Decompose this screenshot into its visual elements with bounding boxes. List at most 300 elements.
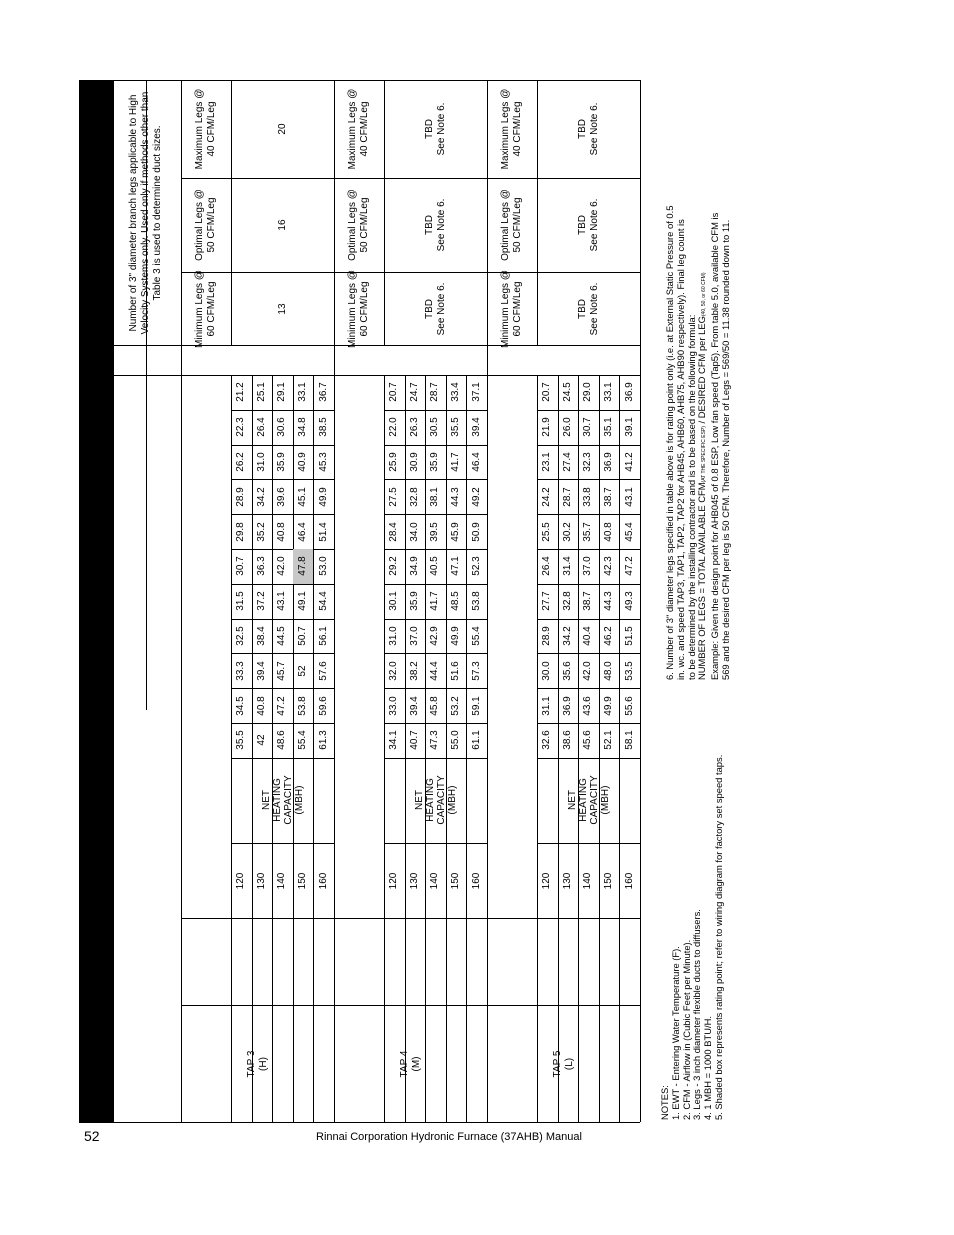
value-cell-line: 32.3 bbox=[582, 452, 594, 472]
value-cell bbox=[578, 445, 599, 480]
value-cell bbox=[405, 445, 426, 480]
value-cell-line: 39.1 bbox=[623, 417, 635, 437]
ewt-value-text bbox=[471, 872, 483, 889]
value-cell-text bbox=[603, 731, 615, 750]
grid-line-h bbox=[487, 918, 641, 919]
value-cell-line: 32.5 bbox=[235, 626, 247, 646]
value-cell bbox=[313, 723, 334, 758]
value-cell bbox=[446, 619, 467, 654]
value-cell-text bbox=[541, 487, 553, 506]
value-cell bbox=[252, 445, 273, 480]
leg-count-max-text bbox=[577, 103, 601, 156]
value-cell bbox=[619, 479, 640, 514]
value-cell bbox=[384, 549, 405, 584]
grid-line-h bbox=[79, 1122, 640, 1123]
value-cell-line: 30.6 bbox=[276, 417, 288, 437]
value-cell-text bbox=[235, 417, 247, 436]
value-cell-text bbox=[562, 591, 574, 610]
value-cell-text bbox=[297, 591, 309, 610]
leg-header-opt-line: 50 CFM/Leg bbox=[359, 197, 370, 253]
leg-count-max-line: TBD bbox=[577, 119, 588, 139]
value-cell-line: 27.5 bbox=[388, 487, 400, 507]
leg-count-max-line: See Note 6. bbox=[589, 102, 600, 156]
value-cell-line: 34.0 bbox=[408, 521, 420, 542]
value-cell bbox=[578, 410, 599, 445]
value-cell bbox=[384, 584, 405, 619]
value-cell-text bbox=[541, 626, 553, 645]
value-cell bbox=[578, 619, 599, 654]
value-cell bbox=[405, 514, 426, 549]
value-cell-line: 45.8 bbox=[429, 695, 441, 716]
value-cell-line: 34.9 bbox=[408, 556, 420, 577]
value-cell bbox=[231, 723, 252, 758]
value-cell-line: 35.6 bbox=[561, 661, 573, 681]
value-cell-text bbox=[409, 417, 421, 436]
value-cell-line: 32.8 bbox=[408, 487, 420, 507]
leg-count-max bbox=[384, 80, 487, 178]
value-cell-line: 37.0 bbox=[582, 556, 594, 577]
ewt-value-text bbox=[388, 872, 400, 889]
value-cell-text bbox=[562, 383, 574, 402]
leg-header-max bbox=[181, 80, 231, 178]
leg-header-opt bbox=[334, 178, 384, 272]
grid-line-v bbox=[231, 843, 232, 918]
value-cell bbox=[293, 688, 314, 723]
value-cell-line: 38.2 bbox=[408, 661, 420, 681]
value-cell-text bbox=[297, 487, 309, 506]
value-cell-line: 23.1 bbox=[541, 452, 553, 472]
value-cell-line: 28.7 bbox=[561, 487, 573, 507]
value-cell-line: 26.0 bbox=[561, 417, 573, 437]
value-cell-line: 40.8 bbox=[255, 695, 267, 716]
value-cell bbox=[466, 549, 487, 584]
value-cell bbox=[466, 375, 487, 410]
value-cell bbox=[384, 723, 405, 758]
value-cell-text bbox=[624, 522, 636, 541]
value-cell-line: 47.1 bbox=[450, 556, 462, 577]
ewt-value-line: 160 bbox=[317, 872, 329, 889]
leg-count-min-line: See Note 6. bbox=[589, 282, 600, 335]
value-cell-text bbox=[471, 696, 483, 715]
value-cell-line: 45.7 bbox=[276, 661, 288, 681]
note6-block bbox=[665, 110, 745, 680]
value-cell-text bbox=[471, 452, 483, 471]
grid-line-h bbox=[231, 758, 334, 759]
value-cell-line: 39.4 bbox=[408, 695, 420, 716]
capacity-label-text bbox=[414, 775, 458, 824]
value-cell-text bbox=[603, 591, 615, 610]
value-cell bbox=[384, 479, 405, 514]
value-cell-line: 25.5 bbox=[541, 521, 553, 542]
value-cell bbox=[619, 445, 640, 480]
value-cell bbox=[272, 479, 293, 514]
leg-header-opt-line: 50 CFM/Leg bbox=[512, 197, 523, 253]
value-cell-text bbox=[582, 452, 594, 471]
value-cell-text bbox=[409, 487, 421, 506]
value-cell bbox=[537, 723, 558, 758]
leg-count-opt-line: TBD bbox=[423, 215, 435, 235]
leg-header-opt-line: Optimal Legs @ bbox=[194, 189, 205, 261]
leg-count-opt-line: TBD bbox=[577, 215, 588, 235]
value-cell-text bbox=[603, 383, 615, 402]
value-cell-text bbox=[318, 591, 330, 610]
leg-header-max-text bbox=[347, 89, 371, 170]
value-cell-line: 39.4 bbox=[470, 417, 482, 437]
leg-header-min-line: 60 CFM/Leg bbox=[359, 280, 370, 337]
value-cell-text bbox=[603, 661, 615, 680]
value-cell-line: 26.4 bbox=[255, 417, 267, 437]
value-cell bbox=[599, 584, 620, 619]
value-cell-text bbox=[318, 417, 330, 436]
value-cell-line: 40.9 bbox=[297, 452, 309, 472]
value-cell-line: 20.7 bbox=[541, 382, 553, 403]
ewt-value-line: 140 bbox=[429, 872, 441, 889]
note6-text bbox=[665, 206, 732, 680]
value-cell bbox=[272, 723, 293, 758]
leg-header-opt-line: Optimal Legs @ bbox=[500, 189, 511, 261]
ewt-value-text bbox=[429, 872, 441, 889]
grid-line-v bbox=[640, 843, 641, 918]
value-cell-line: 48.5 bbox=[450, 591, 462, 611]
value-cell bbox=[293, 619, 314, 654]
value-cell bbox=[293, 653, 314, 688]
value-cell-text bbox=[429, 626, 441, 645]
value-cell-text bbox=[450, 591, 462, 610]
value-cell-text bbox=[562, 522, 574, 541]
note6-line: 6. Number of 3" diameter legs specified in table above is for rating point only (i.e. at External Static Pressure of 0.5 bbox=[664, 205, 675, 680]
header-note-line: Velocity Systems only. Used only if methods other than bbox=[140, 91, 151, 335]
value-cell-line: 44.3 bbox=[450, 487, 462, 507]
value-cell-line: 45.6 bbox=[582, 730, 594, 751]
value-cell bbox=[599, 479, 620, 514]
value-cell-text bbox=[582, 522, 594, 541]
value-cell-line: 40.8 bbox=[603, 521, 615, 542]
ewt-value-text bbox=[276, 872, 288, 889]
grid-line-v bbox=[384, 843, 385, 918]
value-cell bbox=[231, 688, 252, 723]
notes-text bbox=[660, 755, 725, 1120]
value-cell-text bbox=[297, 522, 309, 541]
value-cell-line: 26.2 bbox=[235, 452, 247, 472]
value-cell-text bbox=[582, 591, 594, 610]
note6-formula-sub2: (40, 50, or 60 CFM) bbox=[701, 272, 708, 317]
value-cell-line: 42.9 bbox=[429, 626, 441, 646]
grid-line-v bbox=[578, 843, 579, 918]
value-cell-text bbox=[297, 417, 309, 436]
leg-count-min bbox=[537, 272, 641, 345]
value-cell bbox=[384, 619, 405, 654]
value-cell bbox=[405, 688, 426, 723]
value-cell-text bbox=[429, 696, 441, 715]
grid-line-v bbox=[558, 843, 559, 918]
value-cell bbox=[619, 723, 640, 758]
value-cell-text bbox=[429, 661, 441, 680]
value-cell-text bbox=[429, 591, 441, 610]
value-cell bbox=[293, 723, 314, 758]
value-cell-line: 36.9 bbox=[603, 452, 615, 472]
value-cell-text bbox=[235, 591, 247, 610]
value-cell-text bbox=[541, 661, 553, 680]
value-cell-line: 46.4 bbox=[297, 521, 309, 542]
grid-line-v bbox=[272, 843, 273, 918]
tap-name bbox=[181, 1005, 334, 1122]
value-cell-text bbox=[582, 626, 594, 645]
value-cell-line: 55.0 bbox=[450, 730, 462, 751]
leg-count-max bbox=[231, 80, 334, 178]
capacity-label-line: HEATING bbox=[424, 778, 436, 822]
notes-title: NOTES: bbox=[659, 1085, 670, 1120]
value-cell-line: 24.2 bbox=[541, 487, 553, 507]
value-cell bbox=[619, 549, 640, 584]
value-cell bbox=[293, 375, 314, 410]
value-cell-line: 36.7 bbox=[317, 382, 329, 403]
value-cell-line: 55.6 bbox=[623, 695, 635, 716]
ewt-value-line: 140 bbox=[582, 872, 594, 889]
value-cell bbox=[619, 514, 640, 549]
ewt-value-line: 150 bbox=[603, 872, 615, 889]
value-cell-text bbox=[318, 731, 330, 750]
value-cell-text bbox=[235, 661, 247, 680]
leg-count-max-text bbox=[424, 103, 448, 156]
notes-block bbox=[660, 640, 760, 1120]
value-cell-text bbox=[603, 452, 615, 471]
note6-line: to be determined by the installing contractor and is to be based on the following formula: bbox=[685, 314, 697, 680]
value-cell-text bbox=[450, 383, 462, 402]
value-cell-line: 24.5 bbox=[561, 382, 573, 403]
value-cell-text bbox=[429, 487, 441, 506]
value-cell bbox=[384, 688, 405, 723]
leg-count-min-text bbox=[577, 282, 601, 335]
value-cell-line: 53.8 bbox=[470, 591, 482, 611]
value-cell-text bbox=[388, 591, 400, 610]
leg-count-max bbox=[537, 80, 641, 178]
value-cell bbox=[252, 514, 273, 549]
value-cell-text bbox=[603, 417, 615, 436]
leg-count-min bbox=[384, 272, 487, 345]
value-cell bbox=[313, 653, 334, 688]
value-cell-text bbox=[409, 522, 421, 541]
value-cell-line: 39.4 bbox=[255, 661, 267, 681]
value-cell-text bbox=[450, 452, 462, 471]
tap-name bbox=[487, 1005, 641, 1122]
leg-header-min bbox=[334, 269, 384, 348]
value-cell-text bbox=[297, 731, 309, 750]
value-cell bbox=[293, 479, 314, 514]
value-cell-line: 56.1 bbox=[317, 626, 329, 646]
value-cell-text bbox=[450, 417, 462, 436]
leg-header-max-line: 40 CFM/Leg bbox=[359, 101, 370, 157]
value-cell bbox=[537, 410, 558, 445]
value-cell bbox=[619, 375, 640, 410]
value-cell-text bbox=[276, 661, 288, 680]
value-cell bbox=[405, 653, 426, 688]
value-cell bbox=[384, 445, 405, 480]
leg-header-opt-line: 50 CFM/Leg bbox=[206, 197, 217, 253]
value-cell-text bbox=[450, 731, 462, 750]
value-cell-line: 52.1 bbox=[603, 730, 615, 751]
value-cell-text bbox=[471, 557, 483, 576]
value-cell-line: 25.9 bbox=[388, 452, 400, 472]
tap-name-line: (H) bbox=[257, 1056, 269, 1071]
leg-header-max-text bbox=[500, 89, 524, 170]
value-cell bbox=[599, 688, 620, 723]
grid-line-h bbox=[231, 843, 334, 844]
ewt-value bbox=[578, 843, 599, 918]
value-cell-text bbox=[276, 731, 288, 750]
leg-count-min bbox=[231, 272, 334, 345]
leg-header-min bbox=[181, 269, 231, 348]
value-cell-line: 42.3 bbox=[603, 556, 615, 577]
value-cell bbox=[384, 514, 405, 549]
value-cell-text bbox=[297, 557, 309, 576]
value-cell-text bbox=[450, 661, 462, 680]
value-cell-line: 47.2 bbox=[623, 556, 635, 577]
value-cell-text bbox=[450, 557, 462, 576]
value-cell bbox=[313, 514, 334, 549]
grid-line-v bbox=[425, 843, 426, 918]
capacity-label-line: CAPACITY bbox=[435, 775, 447, 825]
ewt-value bbox=[446, 843, 467, 918]
value-cell-text bbox=[409, 557, 421, 576]
leg-count-max-line: TBD bbox=[423, 119, 435, 139]
value-cell-text bbox=[541, 696, 553, 715]
value-cell-line: 30.2 bbox=[561, 521, 573, 542]
table-header-band bbox=[79, 80, 113, 1122]
leg-header-max-line: Maximum Legs @ bbox=[194, 88, 205, 170]
value-cell bbox=[231, 584, 252, 619]
tap-name-line: (L) bbox=[564, 1057, 575, 1070]
value-cell-line: 49.2 bbox=[470, 487, 482, 507]
value-cell-text bbox=[562, 452, 574, 471]
value-cell-line: 29.8 bbox=[235, 521, 247, 542]
value-cell-line: 35.9 bbox=[429, 452, 441, 472]
value-cell-text bbox=[388, 487, 400, 506]
value-cell bbox=[231, 445, 252, 480]
value-cell-text bbox=[429, 522, 441, 541]
value-cell bbox=[466, 688, 487, 723]
grid-line-h bbox=[537, 758, 640, 759]
value-cell-line: 25.1 bbox=[255, 382, 267, 403]
value-cell bbox=[558, 514, 579, 549]
value-cell bbox=[405, 619, 426, 654]
value-cell-line: 26.4 bbox=[541, 556, 553, 577]
value-cell-text bbox=[624, 452, 636, 471]
value-cell-text bbox=[276, 557, 288, 576]
value-cell-line: 32.8 bbox=[561, 591, 573, 611]
value-cell-line: 36.9 bbox=[623, 382, 635, 403]
value-cell bbox=[313, 584, 334, 619]
value-cell bbox=[272, 653, 293, 688]
value-cell-text bbox=[562, 661, 574, 680]
value-cell-text bbox=[624, 731, 636, 750]
value-cell-line: 45.9 bbox=[450, 521, 462, 542]
value-cell-line: 52.3 bbox=[470, 556, 482, 577]
value-cell-text bbox=[388, 731, 400, 750]
value-cell bbox=[231, 619, 252, 654]
value-cell-line: 42 bbox=[255, 734, 267, 746]
leg-header-opt bbox=[487, 178, 537, 272]
value-cell bbox=[231, 549, 252, 584]
value-cell bbox=[405, 549, 426, 584]
leg-header-min bbox=[487, 269, 537, 348]
value-cell bbox=[446, 723, 467, 758]
value-cell-line: 28.4 bbox=[388, 521, 400, 542]
value-cell-line: 35.5 bbox=[450, 417, 462, 437]
value-cell-text bbox=[624, 383, 636, 402]
value-cell-line: 52 bbox=[297, 665, 309, 677]
note-item: 3. Legs - 3 inch diameter flexible ducts to diffusers. bbox=[691, 909, 703, 1120]
value-cell bbox=[384, 653, 405, 688]
value-cell-line: 40.5 bbox=[429, 556, 441, 577]
value-cell-text bbox=[409, 731, 421, 750]
header-note-line: Number of 3" diameter branch legs applicable to High bbox=[128, 94, 139, 332]
value-cell bbox=[405, 410, 426, 445]
value-cell-text bbox=[256, 452, 268, 471]
ewt-value bbox=[599, 843, 620, 918]
value-cell bbox=[231, 375, 252, 410]
value-cell-text bbox=[624, 661, 636, 680]
value-cell bbox=[599, 653, 620, 688]
value-cell-line: 40.7 bbox=[408, 730, 420, 751]
value-cell bbox=[313, 688, 334, 723]
value-cell bbox=[425, 549, 446, 584]
value-cell-line: 57.6 bbox=[317, 661, 329, 681]
value-cell bbox=[293, 584, 314, 619]
value-cell-line: 35.9 bbox=[276, 452, 288, 472]
value-cell-line: 49.3 bbox=[623, 591, 635, 611]
value-cell-text bbox=[256, 487, 268, 506]
value-cell-line: 38.7 bbox=[582, 591, 594, 611]
note6-formula-start: NUMBER OF LEGS = TOTAL AVAILABLE CFM bbox=[696, 482, 708, 680]
value-cell-text bbox=[276, 417, 288, 436]
grid-line-v bbox=[252, 843, 253, 918]
capacity-label-line: NET bbox=[413, 790, 425, 810]
note6-line: in. wc. and speed TAP3, TAP1, TAP2, TAP2 for AHB45, AHB60, AHB75, AHB90 respectively). Final leg count is bbox=[674, 219, 686, 680]
ewt-value-line: 140 bbox=[276, 872, 288, 889]
value-cell bbox=[231, 410, 252, 445]
value-cell-text bbox=[276, 696, 288, 715]
tap-name-text bbox=[552, 1050, 576, 1077]
value-cell-text bbox=[471, 417, 483, 436]
tap-name-line: TAP 4 bbox=[398, 1050, 410, 1077]
value-cell-line: 47.8 bbox=[297, 556, 309, 577]
value-cell bbox=[446, 375, 467, 410]
value-cell bbox=[537, 619, 558, 654]
value-cell-line: 29.0 bbox=[582, 382, 594, 403]
leg-header-min-text bbox=[194, 270, 218, 348]
value-cell-line: 22.0 bbox=[388, 417, 400, 437]
value-cell bbox=[599, 410, 620, 445]
value-cell bbox=[272, 514, 293, 549]
capacity-label bbox=[231, 760, 334, 840]
leg-count-min-line: TBD bbox=[423, 298, 435, 319]
value-cell-line: 59.1 bbox=[470, 695, 482, 716]
value-cell bbox=[272, 619, 293, 654]
value-cell-text bbox=[582, 383, 594, 402]
value-cell bbox=[425, 723, 446, 758]
value-cell bbox=[231, 479, 252, 514]
value-cell bbox=[446, 445, 467, 480]
leg-header-opt-text bbox=[347, 189, 371, 261]
value-cell-text bbox=[235, 696, 247, 715]
value-cell-text bbox=[409, 661, 421, 680]
capacity-label-line: CAPACITY bbox=[588, 775, 600, 825]
value-cell-text bbox=[603, 487, 615, 506]
value-cell-line: 41.7 bbox=[429, 591, 441, 611]
value-cell bbox=[425, 653, 446, 688]
value-cell bbox=[425, 479, 446, 514]
value-cell-text bbox=[471, 626, 483, 645]
